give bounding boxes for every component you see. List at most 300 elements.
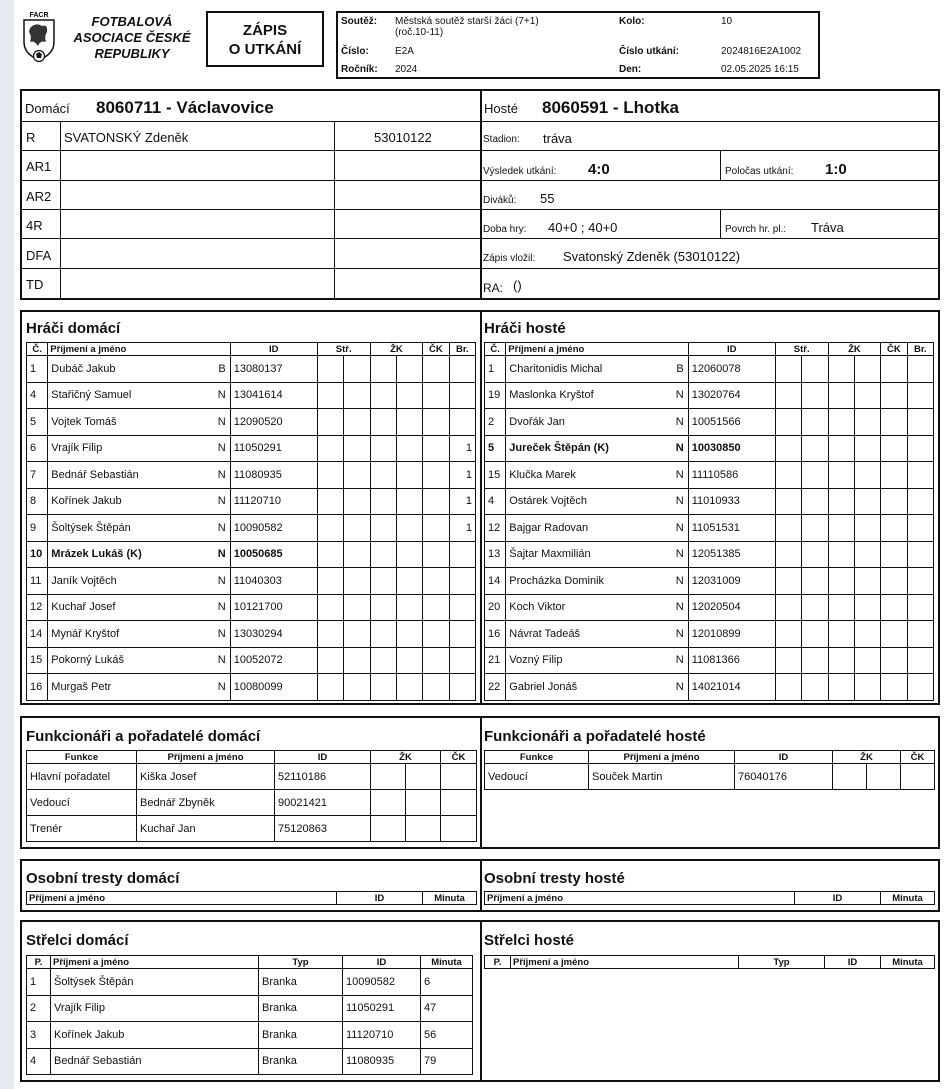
scorer-row bbox=[27, 1048, 473, 1075]
player-row bbox=[27, 356, 476, 383]
table-cell: 1 bbox=[449, 488, 475, 515]
col-red: ČK bbox=[901, 751, 935, 764]
table-cell bbox=[423, 621, 449, 648]
col-id: ID bbox=[343, 956, 421, 969]
day-value: 02.05.2025 16:15 bbox=[721, 64, 799, 75]
home-players-body bbox=[27, 356, 476, 701]
col-minute: Minuta bbox=[881, 892, 935, 905]
table-cell: 12020504 bbox=[688, 594, 775, 621]
player-name-cell bbox=[48, 541, 230, 568]
table-cell bbox=[370, 515, 396, 542]
table-cell bbox=[854, 515, 880, 542]
table-cell bbox=[854, 356, 880, 383]
table-cell: 5 bbox=[27, 409, 48, 436]
table-cell bbox=[406, 790, 441, 816]
home-penalties-table bbox=[26, 891, 477, 905]
table-cell bbox=[881, 674, 907, 701]
table-cell bbox=[907, 435, 933, 462]
table-cell bbox=[828, 409, 854, 436]
home-staff-table bbox=[26, 750, 477, 842]
duration-value: 40+0 ; 40+0 bbox=[548, 220, 618, 235]
table-cell bbox=[907, 515, 933, 542]
official-role: 4R bbox=[26, 218, 43, 233]
table-cell bbox=[775, 594, 801, 621]
table-cell bbox=[907, 409, 933, 436]
player-row bbox=[27, 435, 476, 462]
table-cell bbox=[881, 568, 907, 595]
staff-row bbox=[27, 764, 477, 790]
table-cell bbox=[828, 674, 854, 701]
player-flag: N bbox=[675, 627, 684, 640]
col-br: Br. bbox=[907, 343, 933, 356]
table-cell bbox=[396, 435, 422, 462]
player-row bbox=[27, 541, 476, 568]
table-header bbox=[485, 892, 935, 905]
table-cell bbox=[317, 674, 343, 701]
player-row bbox=[485, 541, 934, 568]
table-cell bbox=[317, 594, 343, 621]
table-cell bbox=[317, 621, 343, 648]
table-cell bbox=[370, 541, 396, 568]
table-cell bbox=[854, 621, 880, 648]
table-cell: 11 bbox=[27, 568, 48, 595]
col-id: ID bbox=[735, 751, 833, 764]
player-flag: N bbox=[675, 495, 684, 508]
table-cell bbox=[370, 435, 396, 462]
table-cell bbox=[370, 382, 396, 409]
home-label: Domácí bbox=[25, 101, 70, 116]
player-row bbox=[485, 462, 934, 489]
player-flag: B bbox=[676, 362, 684, 375]
official-role: DFA bbox=[26, 248, 52, 263]
player-row bbox=[27, 462, 476, 489]
home-penalties-title: Osobní tresty domácí bbox=[26, 870, 180, 887]
table-cell bbox=[881, 515, 907, 542]
col-name: Příjmení a jméno bbox=[506, 343, 688, 356]
player-flag: N bbox=[675, 680, 684, 693]
player-row bbox=[27, 568, 476, 595]
col-red: ČK bbox=[423, 343, 449, 356]
table-cell bbox=[370, 674, 396, 701]
table-cell bbox=[775, 647, 801, 674]
table-cell: 52110186 bbox=[275, 764, 371, 790]
player-name-cell bbox=[48, 382, 230, 409]
col-p: P. bbox=[27, 956, 51, 969]
table-cell bbox=[370, 621, 396, 648]
scorer-row bbox=[27, 1022, 473, 1049]
table-cell bbox=[907, 488, 933, 515]
player-name: Kořínek Jakub bbox=[51, 495, 122, 508]
col-yellow: ŽK bbox=[828, 343, 881, 356]
table-cell bbox=[449, 382, 475, 409]
player-name: Dubáč Jakub bbox=[51, 362, 116, 375]
scorers-section bbox=[20, 920, 940, 1082]
table-cell: 1 bbox=[449, 435, 475, 462]
table-cell bbox=[828, 356, 854, 383]
season-value: 2024 bbox=[395, 64, 418, 75]
penalties-section bbox=[20, 859, 940, 912]
table-cell: 11040303 bbox=[230, 568, 317, 595]
home-players-title: Hráči domácí bbox=[26, 320, 121, 337]
table-cell bbox=[371, 816, 406, 842]
table-cell bbox=[423, 541, 449, 568]
table-cell: 12031009 bbox=[688, 568, 775, 595]
table-cell bbox=[802, 462, 828, 489]
table-cell bbox=[907, 382, 933, 409]
table-cell bbox=[396, 621, 422, 648]
table-cell: 13020764 bbox=[688, 382, 775, 409]
table-cell: Branka bbox=[259, 995, 343, 1022]
away-players-table bbox=[484, 342, 934, 701]
divider bbox=[22, 268, 938, 269]
table-cell bbox=[907, 647, 933, 674]
table-cell bbox=[907, 541, 933, 568]
table-cell bbox=[423, 594, 449, 621]
col-goals: Stř. bbox=[317, 343, 370, 356]
table-cell bbox=[344, 409, 370, 436]
home-scorers-title: Střelci domácí bbox=[26, 932, 129, 949]
table-cell bbox=[881, 488, 907, 515]
away-penalties-table bbox=[484, 891, 935, 905]
round-value: 10 bbox=[721, 16, 733, 27]
spectators-value: 55 bbox=[540, 191, 555, 206]
table-cell bbox=[775, 674, 801, 701]
table-cell: 6 bbox=[421, 969, 473, 996]
table-cell bbox=[867, 764, 901, 790]
table-cell: Branka bbox=[259, 1048, 343, 1075]
player-name: Pokorný Lukáš bbox=[51, 654, 125, 667]
official-role: R bbox=[26, 130, 36, 145]
table-cell bbox=[802, 647, 828, 674]
table-cell: 16 bbox=[485, 621, 506, 648]
table-cell bbox=[344, 594, 370, 621]
player-row bbox=[27, 594, 476, 621]
col-id: ID bbox=[230, 343, 317, 356]
player-name-cell bbox=[506, 488, 688, 515]
table-cell bbox=[396, 515, 422, 542]
table-cell bbox=[802, 674, 828, 701]
table-cell bbox=[775, 621, 801, 648]
table-cell bbox=[802, 541, 828, 568]
divider bbox=[480, 922, 482, 1080]
table-cell bbox=[881, 462, 907, 489]
player-name-cell bbox=[48, 488, 230, 515]
table-cell bbox=[833, 764, 867, 790]
table-cell: 2 bbox=[485, 409, 506, 436]
player-flag: N bbox=[675, 521, 684, 534]
table-cell bbox=[449, 647, 475, 674]
table-cell: 20 bbox=[485, 594, 506, 621]
table-cell: Kuchař Jan bbox=[137, 816, 275, 842]
table-cell: 13 bbox=[485, 541, 506, 568]
divider bbox=[22, 121, 938, 122]
home-staff-title: Funkcionáři a pořadatelé domácí bbox=[26, 728, 261, 745]
table-cell bbox=[370, 462, 396, 489]
player-name: Dvořák Jan bbox=[509, 415, 565, 428]
player-flag: N bbox=[217, 601, 226, 614]
table-cell bbox=[317, 356, 343, 383]
table-cell: 13030294 bbox=[230, 621, 317, 648]
table-cell bbox=[317, 462, 343, 489]
table-cell bbox=[344, 674, 370, 701]
col-id: ID bbox=[275, 751, 371, 764]
table-cell bbox=[449, 409, 475, 436]
table-cell bbox=[406, 816, 441, 842]
table-cell: 1 bbox=[27, 356, 48, 383]
table-cell: Branka bbox=[259, 969, 343, 996]
player-name-cell bbox=[506, 674, 688, 701]
competition-label: Soutěž: bbox=[341, 16, 378, 27]
col-name: Příjmení a jméno bbox=[137, 751, 275, 764]
table-cell bbox=[828, 568, 854, 595]
table-cell: Souček Martin bbox=[589, 764, 735, 790]
table-cell: 11080935 bbox=[230, 462, 317, 489]
player-name: Procházka Dominik bbox=[509, 574, 605, 587]
table-cell bbox=[371, 764, 406, 790]
surface-value: Tráva bbox=[811, 220, 844, 235]
player-name: Bajgar Radovan bbox=[509, 521, 589, 534]
table-cell: 4 bbox=[27, 1048, 51, 1075]
player-row bbox=[485, 515, 934, 542]
match-number-label: Číslo utkání: bbox=[619, 46, 680, 57]
player-name: Bednář Sebastián bbox=[51, 468, 139, 481]
table-header bbox=[27, 892, 477, 905]
table-cell bbox=[317, 647, 343, 674]
duration-label: Doba hry: bbox=[483, 224, 527, 235]
table-cell: 22 bbox=[485, 674, 506, 701]
result-value: 4:0 bbox=[588, 161, 610, 178]
divider bbox=[480, 312, 482, 703]
col-name: Příjmení a jméno bbox=[511, 956, 739, 969]
official-role: AR1 bbox=[26, 159, 52, 174]
col-yellow: ŽK bbox=[370, 343, 423, 356]
col-type: Typ bbox=[259, 956, 343, 969]
table-cell: 12010899 bbox=[688, 621, 775, 648]
table-cell bbox=[881, 435, 907, 462]
table-cell bbox=[828, 435, 854, 462]
day-label: Den: bbox=[619, 64, 642, 75]
player-name: Jureček Štěpán (K) bbox=[509, 442, 609, 455]
competition-value-2: (roč.10-11) bbox=[395, 27, 444, 38]
player-row bbox=[485, 382, 934, 409]
ra-value: () bbox=[513, 278, 522, 293]
surface-label: Povrch hr. pl.: bbox=[725, 224, 787, 235]
table-cell bbox=[423, 674, 449, 701]
table-cell: 16 bbox=[27, 674, 48, 701]
player-name-cell bbox=[506, 515, 688, 542]
col-br: Br. bbox=[449, 343, 475, 356]
table-cell: 11010933 bbox=[688, 488, 775, 515]
away-label: Hosté bbox=[484, 101, 518, 116]
table-cell bbox=[370, 488, 396, 515]
table-cell bbox=[449, 356, 475, 383]
player-flag: N bbox=[217, 415, 226, 428]
stadium-value: tráva bbox=[543, 131, 572, 146]
divider bbox=[480, 718, 482, 847]
player-name: Koch Viktor bbox=[509, 601, 566, 614]
table-cell: 90021421 bbox=[275, 790, 371, 816]
player-flag: N bbox=[217, 468, 226, 481]
table-cell bbox=[317, 541, 343, 568]
table-cell bbox=[881, 356, 907, 383]
table-cell bbox=[396, 488, 422, 515]
player-flag: N bbox=[217, 548, 226, 561]
table-cell bbox=[775, 541, 801, 568]
table-cell: 11120710 bbox=[343, 1022, 421, 1049]
table-cell bbox=[396, 541, 422, 568]
table-cell: 14 bbox=[485, 568, 506, 595]
col-p: P. bbox=[485, 956, 511, 969]
table-cell bbox=[881, 647, 907, 674]
player-row bbox=[27, 515, 476, 542]
col-name: Příjmení a jméno bbox=[27, 892, 337, 905]
table-cell: 11081366 bbox=[688, 647, 775, 674]
divider bbox=[480, 861, 482, 910]
table-cell: 15 bbox=[27, 647, 48, 674]
player-name-cell bbox=[506, 568, 688, 595]
table-cell: 5 bbox=[485, 435, 506, 462]
divider bbox=[22, 180, 938, 181]
player-name: Vojtek Tomáš bbox=[51, 415, 117, 428]
table-cell bbox=[396, 409, 422, 436]
table-cell bbox=[396, 462, 422, 489]
player-flag: N bbox=[675, 574, 684, 587]
col-yellow: ŽK bbox=[371, 751, 441, 764]
table-cell: Hlavní pořadatel bbox=[27, 764, 137, 790]
table-cell bbox=[907, 568, 933, 595]
player-name: Návrat Tadeáš bbox=[509, 627, 581, 640]
table-cell bbox=[370, 568, 396, 595]
table-cell bbox=[370, 647, 396, 674]
col-function: Funkce bbox=[27, 751, 137, 764]
col-goals: Stř. bbox=[775, 343, 828, 356]
player-flag: N bbox=[675, 654, 684, 667]
away-scorers-table bbox=[484, 955, 935, 969]
table-cell bbox=[449, 674, 475, 701]
entered-by-label: Zápis vložil: bbox=[483, 253, 536, 264]
table-cell: 11120710 bbox=[230, 488, 317, 515]
table-cell bbox=[344, 435, 370, 462]
table-cell bbox=[449, 568, 475, 595]
table-cell: 47 bbox=[421, 995, 473, 1022]
table-cell bbox=[317, 515, 343, 542]
table-cell: 4 bbox=[485, 488, 506, 515]
table-cell bbox=[449, 621, 475, 648]
table-cell bbox=[423, 435, 449, 462]
document-title-line: ZÁPIS bbox=[242, 22, 288, 39]
table-cell: 10051566 bbox=[688, 409, 775, 436]
player-row bbox=[485, 435, 934, 462]
table-cell bbox=[828, 488, 854, 515]
official-role: AR2 bbox=[26, 189, 52, 204]
table-cell bbox=[441, 764, 477, 790]
col-name: Příjmení a jméno bbox=[48, 343, 230, 356]
table-cell: 10080099 bbox=[230, 674, 317, 701]
player-flag: N bbox=[217, 389, 226, 402]
match-report-page bbox=[14, 0, 952, 1089]
table-cell bbox=[396, 382, 422, 409]
table-cell bbox=[907, 594, 933, 621]
federation-name bbox=[70, 14, 194, 62]
player-name-cell bbox=[48, 647, 230, 674]
table-cell bbox=[441, 790, 477, 816]
player-row bbox=[485, 409, 934, 436]
home-scorers-table bbox=[26, 955, 473, 1075]
away-players-body bbox=[485, 356, 934, 701]
stadium-label: Stadion: bbox=[483, 134, 520, 145]
player-row bbox=[485, 647, 934, 674]
number-label: Číslo: bbox=[341, 46, 369, 57]
player-flag: N bbox=[675, 389, 684, 402]
table-cell: 9 bbox=[27, 515, 48, 542]
table-cell bbox=[828, 382, 854, 409]
table-cell bbox=[344, 568, 370, 595]
table-cell bbox=[854, 435, 880, 462]
away-staff-table bbox=[484, 750, 935, 790]
table-cell bbox=[907, 356, 933, 383]
table-cell: 11080935 bbox=[343, 1048, 421, 1075]
col-type: Typ bbox=[739, 956, 825, 969]
player-name: Stařičný Samuel bbox=[51, 389, 132, 402]
table-cell: 6 bbox=[27, 435, 48, 462]
table-cell bbox=[344, 356, 370, 383]
table-cell: Kořínek Jakub bbox=[51, 1022, 259, 1049]
table-cell: 2 bbox=[27, 995, 51, 1022]
player-flag: N bbox=[217, 654, 226, 667]
player-row bbox=[485, 356, 934, 383]
table-cell bbox=[802, 621, 828, 648]
table-cell bbox=[854, 647, 880, 674]
player-row bbox=[27, 409, 476, 436]
table-cell bbox=[344, 541, 370, 568]
table-cell: Vrajík Filip bbox=[51, 995, 259, 1022]
table-cell: 11051531 bbox=[688, 515, 775, 542]
table-cell: 11050291 bbox=[230, 435, 317, 462]
player-name-cell bbox=[506, 356, 688, 383]
table-cell: 11110586 bbox=[688, 462, 775, 489]
table-cell bbox=[828, 515, 854, 542]
round-label: Kolo: bbox=[619, 16, 645, 27]
player-name-cell bbox=[506, 382, 688, 409]
player-name-cell bbox=[506, 541, 688, 568]
col-minute: Minuta bbox=[423, 892, 477, 905]
player-name-cell bbox=[48, 621, 230, 648]
player-name-cell bbox=[48, 568, 230, 595]
scorer-row bbox=[27, 995, 473, 1022]
table-cell bbox=[423, 409, 449, 436]
table-cell bbox=[775, 409, 801, 436]
table-cell: 13041614 bbox=[230, 382, 317, 409]
away-team: 8060591 - Lhotka bbox=[542, 98, 680, 117]
table-cell bbox=[396, 594, 422, 621]
table-cell bbox=[344, 647, 370, 674]
player-name: Vozný Filip bbox=[509, 654, 563, 667]
player-name-cell bbox=[506, 409, 688, 436]
player-flag: N bbox=[675, 548, 684, 561]
table-cell: 10 bbox=[27, 541, 48, 568]
col-no: Č. bbox=[27, 343, 48, 356]
table-cell: 21 bbox=[485, 647, 506, 674]
player-row bbox=[485, 621, 934, 648]
player-flag: N bbox=[675, 442, 684, 455]
player-name-cell bbox=[506, 462, 688, 489]
col-name: Příjmení a jméno bbox=[485, 892, 795, 905]
divider bbox=[22, 150, 938, 151]
table-cell: 12 bbox=[27, 594, 48, 621]
table-cell bbox=[775, 435, 801, 462]
player-flag: N bbox=[675, 601, 684, 614]
table-cell bbox=[802, 594, 828, 621]
